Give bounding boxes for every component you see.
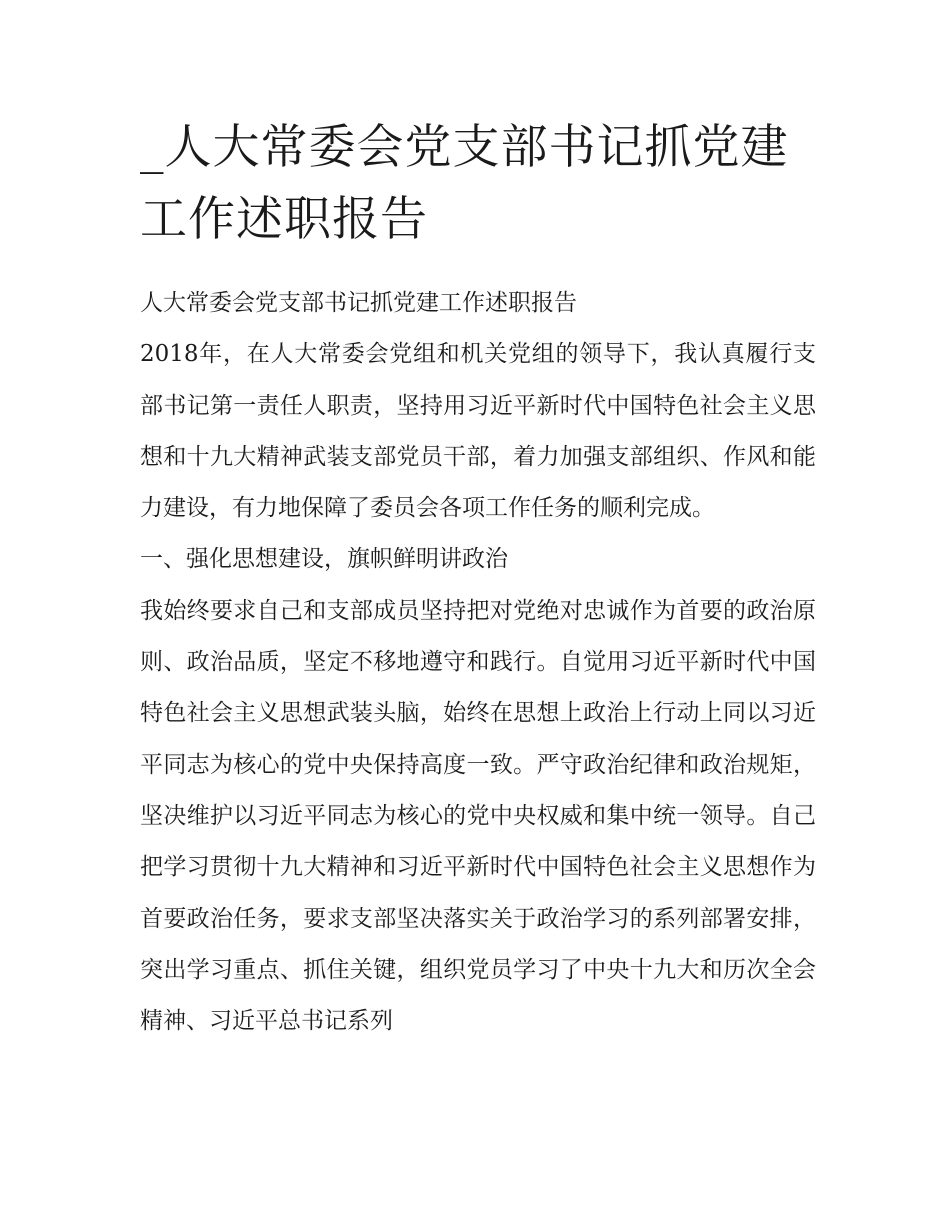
document-body [140, 278, 816, 1047]
paragraph-intro: 2018年，在人大常委会党组和机关党组的领导下，我认真履行支部书记第一责任人职责，坚持用习近平新时代中国特色社会主义思想和十九大精神武装支部党员干部，着力加强支部组织、作风和能力建设，有力地保障了委员会各项工作任务的顺利完成。 [140, 341, 816, 522]
paragraph-section-1: 我始终要求自己和支部成员坚持把对党绝对忠诚作为首要的政治原则、政治品质，坚定不移地遵守和践行。自觉用习近平新时代中国特色社会主义思想武装头脑，始终在思想上政治上行动上同以习近平同志为核心的党中央保持高度一致。严守政治纪律和政治规矩，坚决维护以习近平同志为核心的党中央权威和集中统一领导。自己把学习贯彻十九大精神和习近平新时代中国特色社会主义思想作为首要政治任务，要求支部坚决落实关于政治学习的系列部署安排，突出学习重点、抓住关键，组织党员学习了中央十九大和历次全会精神、习近平总书记系列 [140, 597, 816, 1035]
paragraph-subtitle: 人大常委会党支部书记抓党建工作述职报告 [140, 290, 577, 316]
document-title: _人大常委会党支部书记抓党建工作述职报告 [140, 120, 789, 247]
section-heading-1: 一、强化思想建设，旗帜鲜明讲政治 [140, 546, 508, 573]
